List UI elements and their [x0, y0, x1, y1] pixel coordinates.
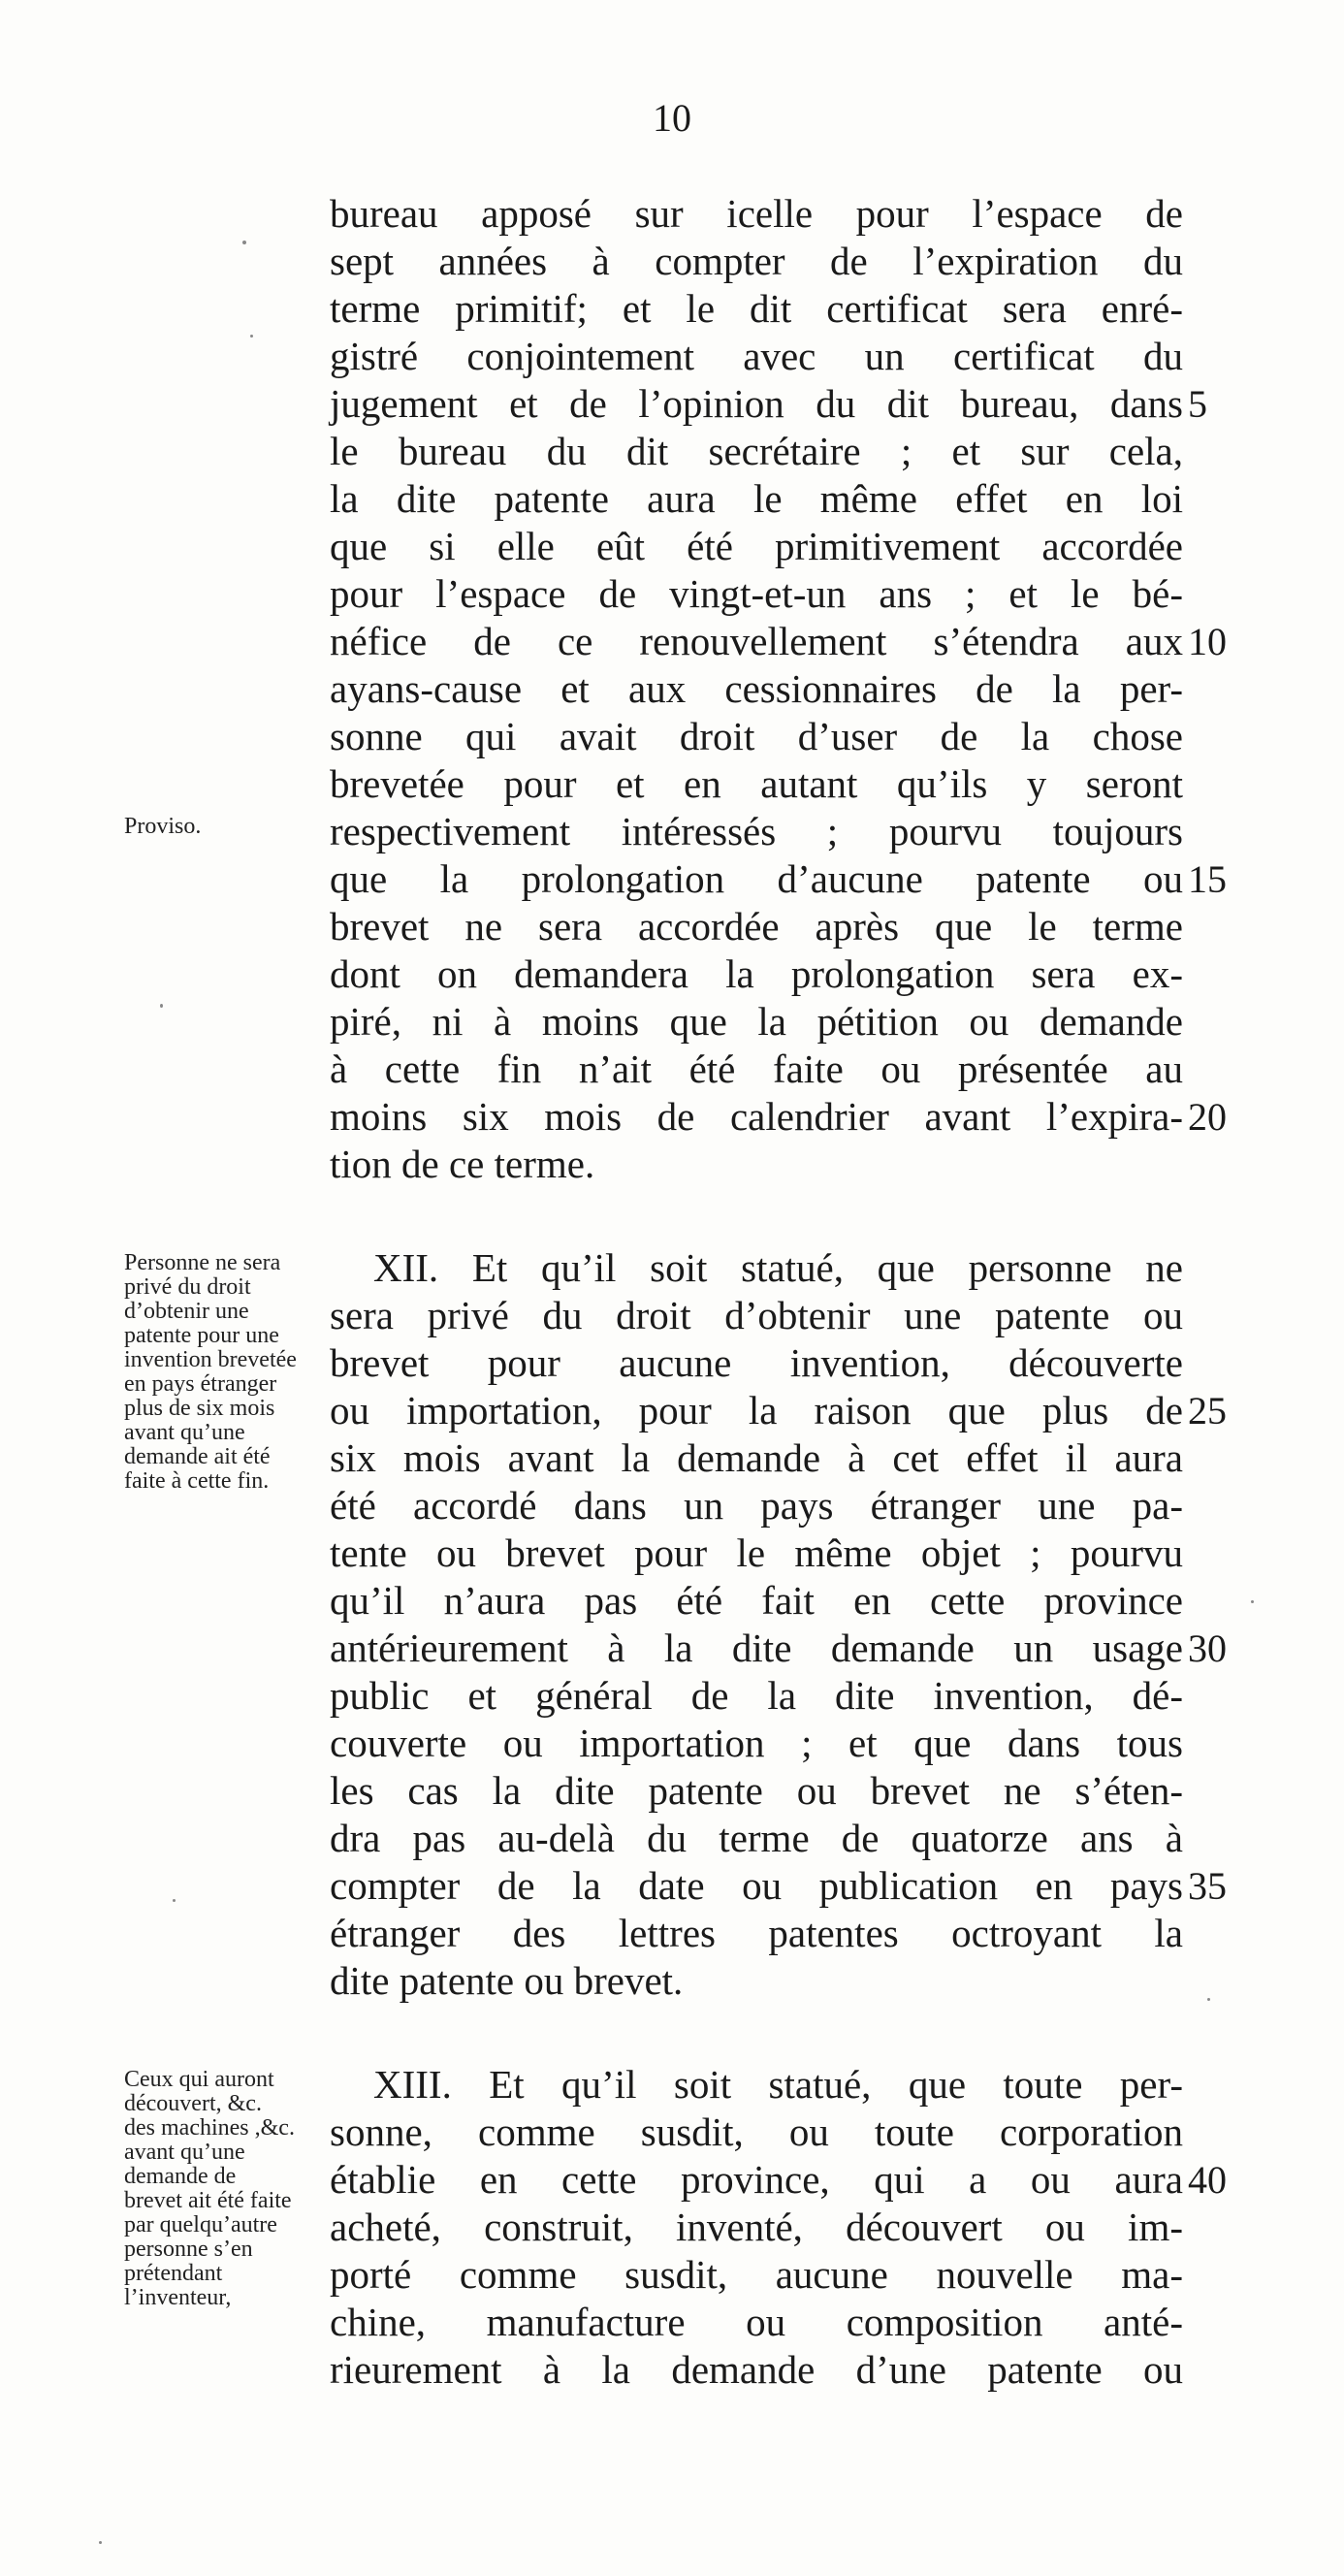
- margin-note-ceux: Ceux qui auront découvert, &c. des machines ,&c. avant qu’une demande de brevet ait été faite par quelqu’autre personne s’en prétendant l’inventeur,: [124, 2067, 295, 2310]
- text-line: dont on demandera la prolongation sera ex-: [330, 951, 1183, 996]
- text-line: néfice de ce renouvellement s’étendra aux: [330, 619, 1183, 663]
- text-line: bureau apposé sur icelle pour l’espace de: [330, 191, 1183, 236]
- section-heading-line: XIII. Et qu’il soit statué, que toute per-: [373, 2062, 1183, 2107]
- text-line: public et général de la dite invention, dé-: [330, 1673, 1183, 1718]
- line-number: 20: [1188, 1095, 1227, 1139]
- scan-speck: [99, 2541, 102, 2544]
- text-line: six mois avant la demande à cet effet il aura: [330, 1435, 1183, 1480]
- scan-speck: [250, 335, 253, 338]
- text-line: porté comme susdit, aucune nouvelle ma-: [330, 2252, 1183, 2297]
- text-line: moins six mois de calendrier avant l’expira-: [330, 1094, 1183, 1139]
- text-line: chine, manufacture ou composition anté-: [330, 2300, 1183, 2344]
- scan-speck: [242, 241, 246, 244]
- text-line: brevetée pour et en autant qu’ils y seront: [330, 761, 1183, 806]
- text-line: dra pas au-delà du terme de quatorze ans à: [330, 1816, 1183, 1860]
- text-line: antérieurement à la dite demande un usage: [330, 1626, 1183, 1670]
- text-line: sonne, comme susdit, ou toute corporation: [330, 2109, 1183, 2154]
- line-number: 10: [1188, 620, 1227, 663]
- line-number: 30: [1188, 1626, 1227, 1670]
- line-number: 25: [1188, 1389, 1227, 1433]
- line-number: 5: [1188, 382, 1207, 426]
- text-line: brevet pour aucune invention, découverte: [330, 1340, 1183, 1385]
- text-line: couverte ou importation ; et que dans tous: [330, 1721, 1183, 1765]
- text-line: été accordé dans un pays étranger une pa-: [330, 1483, 1183, 1528]
- text-line: compter de la date ou publication en pays: [330, 1863, 1183, 1908]
- text-line: tion de ce terme.: [330, 1142, 595, 1186]
- text-line: pour l’espace de vingt-et-un ans ; et le bé-: [330, 571, 1183, 616]
- text-line: la dite patente aura le même effet en loi: [330, 476, 1183, 521]
- scan-speck: [1207, 1998, 1210, 2001]
- text-line: étranger des lettres patentes octroyant la: [330, 1911, 1183, 1955]
- text-line: acheté, construit, inventé, découvert ou im-: [330, 2205, 1183, 2249]
- margin-note-personne: Personne ne sera privé du droit d’obtenir une patente pour une invention brevetée en pays étranger plus de six mois avant qu’une demande ait été faite à cette fin.: [124, 1250, 297, 1494]
- text-line: qu’il n’aura pas été fait en cette province: [330, 1578, 1183, 1623]
- text-line: établie en cette province, qui a ou aura: [330, 2157, 1183, 2202]
- text-line: les cas la dite patente ou brevet ne s’éten-: [330, 1768, 1183, 1813]
- text-line: que si elle eût été primitivement accordée: [330, 524, 1183, 568]
- text-line: tente ou brevet pour le même objet ; pourvu: [330, 1530, 1183, 1575]
- page-number: 10: [653, 96, 691, 140]
- text-line: sept années à compter de l’expiration du: [330, 239, 1183, 283]
- text-line: respectivement intéressés ; pourvu toujours: [330, 809, 1183, 853]
- scan-speck: [1251, 1600, 1254, 1603]
- scan-speck: [173, 1899, 176, 1902]
- line-number: 40: [1188, 2158, 1227, 2202]
- text-line: terme primitif; et le dit certificat sera enré-: [330, 286, 1183, 331]
- text-line: gistré conjointement avec un certificat du: [330, 334, 1183, 378]
- text-line: jugement et de l’opinion du dit bureau, dans: [330, 381, 1183, 426]
- text-line: à cette fin n’ait été faite ou présentée au: [330, 1046, 1183, 1091]
- text-line: le bureau du dit secrétaire ; et sur cela,: [330, 429, 1183, 473]
- margin-note-proviso: Proviso.: [124, 814, 202, 839]
- text-line: sera privé du droit d’obtenir une patente ou: [330, 1293, 1183, 1337]
- text-line: brevet ne sera accordée après que le terme: [330, 904, 1183, 949]
- text-line: ou importation, pour la raison que plus de: [330, 1388, 1183, 1433]
- line-number: 35: [1188, 1864, 1227, 1908]
- text-line: rieurement à la demande d’une patente ou: [330, 2347, 1183, 2392]
- line-number: 15: [1188, 857, 1227, 901]
- text-line: dite patente ou brevet.: [330, 1958, 684, 2003]
- section-heading-line: XII. Et qu’il soit statué, que personne ne: [373, 1245, 1183, 1290]
- text-line: ayans-cause et aux cessionnaires de la per-: [330, 666, 1183, 711]
- text-line: sonne qui avait droit d’user de la chose: [330, 714, 1183, 758]
- text-line: que la prolongation d’aucune patente ou: [330, 856, 1183, 901]
- text-line: piré, ni à moins que la pétition ou demande: [330, 999, 1183, 1044]
- scan-speck: [160, 1004, 163, 1008]
